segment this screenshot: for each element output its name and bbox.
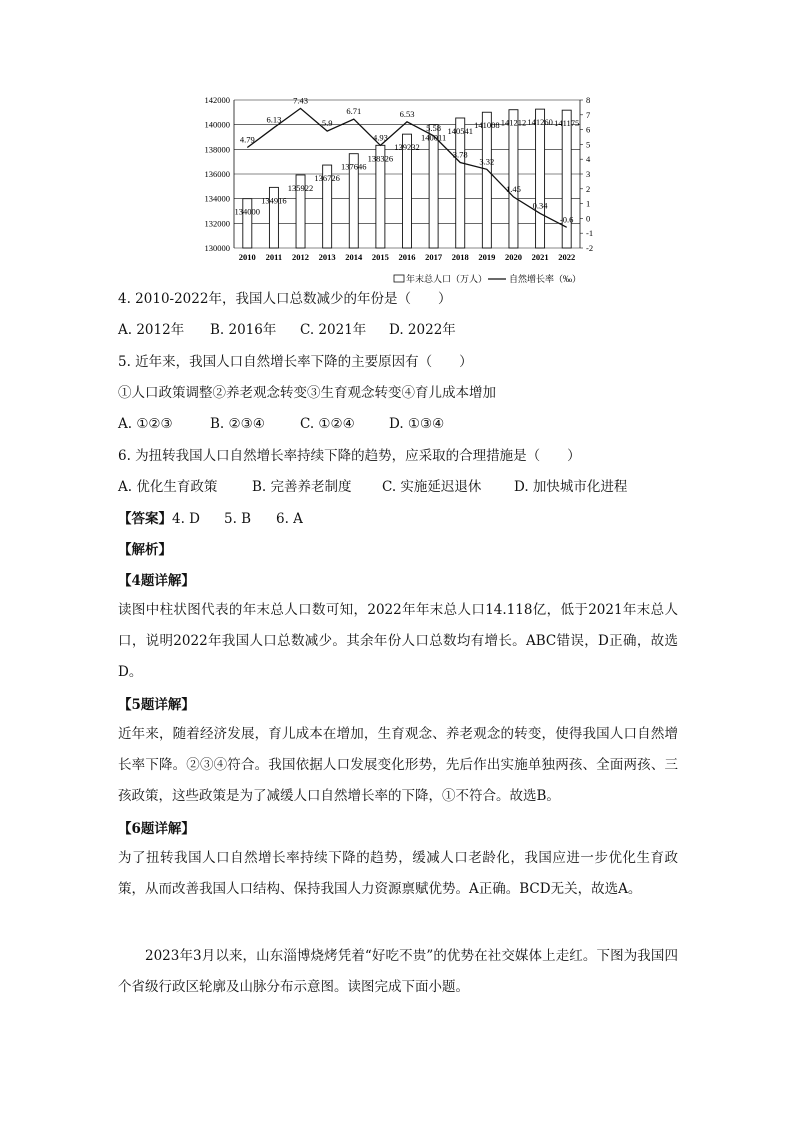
answer-4: 4. D	[172, 511, 200, 527]
x-tick-label: 2020	[504, 252, 522, 262]
q4-option-d[interactable]: D. 2022年	[389, 322, 456, 338]
x-tick-label: 2017	[425, 252, 443, 262]
legend-bar-label: 年末总人口（万人）	[406, 274, 488, 284]
q6-stem: 6. 为扭转我国人口自然增长率持续下降的趋势，应采取的合理措施是（ ）	[118, 448, 581, 464]
q5-options	[118, 414, 444, 434]
rate-value-label: 0.34	[532, 200, 548, 211]
rate-value-label: 1.45	[506, 183, 521, 194]
q4-options	[118, 320, 456, 340]
x-tick-label: 2012	[292, 252, 310, 262]
y-left-tick-label: 138000	[204, 144, 230, 155]
x-tick-label: 2011	[265, 252, 283, 262]
q5-analysis-title: 【5题详解】	[118, 697, 195, 713]
y-right-tick-label: 3	[586, 169, 591, 179]
y-right-tick-label: -2	[586, 243, 594, 253]
x-tick-label: 2016	[398, 252, 416, 262]
y-right-tick-label: 1	[586, 198, 591, 209]
q5-option-d[interactable]: D. ①③④	[389, 416, 445, 432]
bar-value-label: 139232	[394, 142, 420, 153]
x-tick-label: 2021	[531, 252, 549, 262]
bar-value-label: 137646	[341, 161, 367, 172]
bar-value-label: 140011	[421, 132, 447, 143]
bar	[482, 112, 491, 248]
rate-value-label: 6.53	[399, 108, 415, 119]
rate-value-label: 5.9	[321, 118, 333, 129]
rate-value-label: 6.71	[346, 106, 362, 117]
rate-value-label: 7.43	[293, 95, 308, 106]
answer-line	[118, 509, 303, 529]
y-right-tick-label: 5	[586, 139, 591, 150]
chart-y-axis-right	[580, 95, 593, 253]
answer-6: 6. A	[276, 511, 303, 527]
chart-bars	[243, 109, 574, 248]
intro-paragraph: 2023年3月以来，山东淄博烧烤凭着“好吃不贵”的优势在社交媒体上走红。下图为我国四个省级行政区轮廓及山脉分布示意图。读图完成下面小题。	[118, 948, 678, 995]
q6-option-c[interactable]: C. 实施延迟退休	[382, 479, 482, 495]
chart-y-axis-left	[205, 95, 235, 253]
q6-options	[118, 477, 627, 497]
bar-value-label: 134916	[261, 195, 287, 206]
chart-legend	[394, 273, 581, 284]
legend-line-label: 自然增长率（‰）	[509, 274, 582, 284]
y-left-tick-label: 136000	[204, 169, 230, 179]
y-right-tick-label: 8	[586, 95, 591, 105]
bar-value-label: 141175	[554, 118, 580, 129]
y-left-tick-label: 130000	[204, 243, 230, 253]
bar-value-label: 138326	[367, 153, 394, 164]
bar	[456, 118, 465, 248]
y-right-tick-label: 7	[586, 109, 591, 120]
analysis-title: 【解析】	[118, 542, 172, 558]
x-tick-label: 2014	[345, 252, 363, 262]
bar-value-label: 141212	[500, 117, 527, 128]
bar-value-label: 135922	[287, 182, 314, 193]
y-right-tick-label: 4	[586, 154, 591, 165]
q6-analysis-text: 为了扭转我国人口自然增长率持续下降的趋势，缓减人口老龄化，我国应进一步优化生育政策，从而改善我国人口结构、保持我国人力资源禀赋优势。A正确。BCD无关，故选A。	[118, 850, 678, 897]
y-left-tick-label: 142000	[204, 95, 230, 105]
bar-value-label: 134000	[234, 206, 261, 217]
x-tick-label: 2010	[238, 252, 256, 262]
q4-option-c[interactable]: C. 2021年	[300, 322, 367, 338]
answer-5: 5. B	[224, 511, 252, 527]
q4-stem: 4. 2010-2022年，我国人口总数减少的年份是（ ）	[118, 291, 452, 307]
q5-option-c[interactable]: C. ①②④	[300, 416, 355, 432]
population-chart	[190, 88, 600, 288]
rate-value-label: 3.32	[479, 156, 495, 167]
chart-x-axis	[239, 252, 575, 262]
rate-value-label: 5.58	[426, 122, 442, 133]
q6-analysis-title: 【6题详解】	[118, 821, 195, 837]
y-right-tick-label: 2	[586, 183, 591, 194]
q5-option-a[interactable]: A. ①②③	[118, 416, 173, 432]
rate-value-label: 3.78	[452, 149, 468, 160]
y-right-tick-label: 6	[586, 124, 591, 135]
x-tick-label: 2022	[558, 252, 576, 262]
bar-value-label: 141008	[474, 120, 500, 131]
q6-option-b[interactable]: B. 完善养老制度	[252, 479, 352, 495]
y-right-tick-label: 0	[586, 213, 591, 224]
x-tick-label: 2015	[371, 252, 389, 262]
x-tick-label: 2013	[318, 252, 336, 262]
answer-label: 【答案】	[118, 511, 172, 527]
rate-value-label: 6.13	[266, 114, 282, 125]
q6-option-d[interactable]: D. 加快城市化进程	[514, 479, 628, 495]
x-tick-label: 2018	[451, 252, 469, 262]
q5-stem: 5. 近年来，我国人口自然增长率下降的主要原因有（ ）	[118, 354, 473, 370]
bar-value-label: 136726	[314, 173, 340, 184]
bar	[429, 125, 438, 248]
y-left-tick-label: 134000	[204, 193, 230, 204]
q4-option-a[interactable]: A. 2012年	[118, 322, 185, 338]
y-left-tick-label: 132000	[204, 218, 230, 229]
rate-value-label: 4.79	[239, 134, 255, 145]
bar	[536, 109, 545, 248]
q5-choices: ①人口政策调整②养老观念转变③生育观念转变④育儿成本增加	[118, 385, 496, 401]
q5-option-b[interactable]: B. ②③④	[210, 416, 265, 432]
rate-value-label: -0.6	[559, 214, 574, 225]
bar	[509, 110, 518, 248]
q5-analysis-text: 近年来，随着经济发展，育儿成本在增加，生育观念、养老观念的转变，使得我国人口自然增长率下降。②③④符合。我国依据人口发展变化形势，先后作出实施单独两孩、全面两孩、三孩政策，这些政策是为了减缓人口自然增长率的下降，①不符合。故选B。	[118, 726, 678, 804]
x-tick-label: 2019	[478, 252, 496, 262]
y-left-tick-label: 140000	[204, 119, 230, 130]
bar-value-label: 140541	[447, 125, 473, 136]
rate-value-label: 4.93	[372, 132, 388, 143]
legend-bar-swatch	[394, 275, 404, 282]
y-right-tick-label: -1	[586, 228, 594, 239]
q6-option-a[interactable]: A. 优化生育政策	[118, 479, 218, 495]
bar-value-label: 141260	[527, 117, 553, 128]
q4-analysis-title: 【4题详解】	[118, 573, 195, 589]
q4-analysis-text: 读图中柱状图代表的年末总人口数可知，2022年年末总人口14.118亿，低于2021年末总人口，说明2022年我国人口总数减少。其余年份人口总数均有增长。ABC错误，D正确，故选D。	[118, 602, 678, 680]
q4-option-b[interactable]: B. 2016年	[210, 322, 277, 338]
